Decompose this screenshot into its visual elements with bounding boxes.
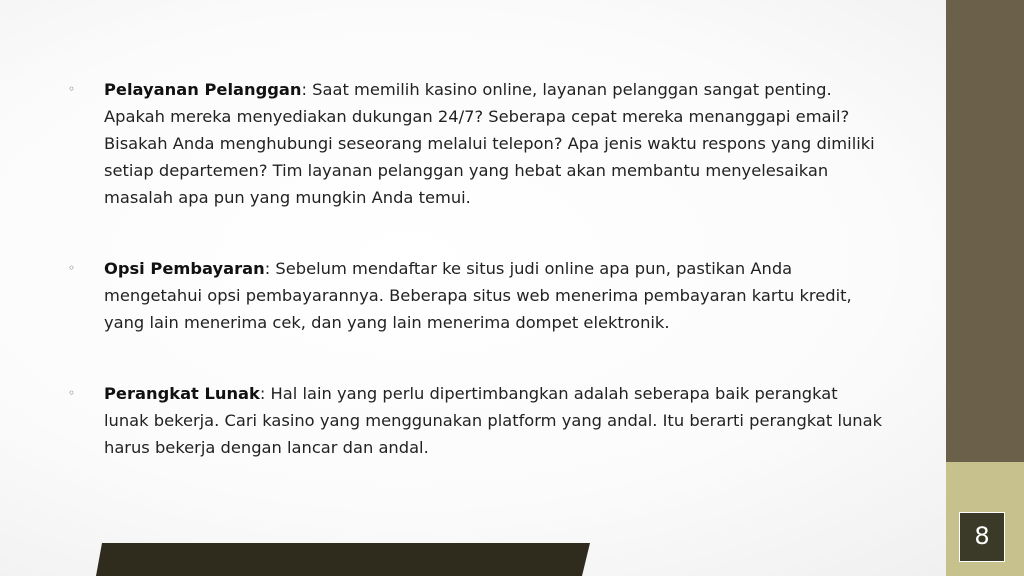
bullet-item-payment-options [66, 255, 886, 336]
bullet-text: : Saat memilih kasino online, layanan pelanggan sangat penting. Apakah mereka menyediakan dukungan 24/7? Seberapa cepat mereka menanggapi email? Bisakah Anda menghubungi seseorang melalui telepon? Apa jenis waktu respons yang dimiliki setiap departemen? Tim layanan pelanggan yang hebat akan membantu menyelesaikan masalah apa pun yang mungkin Anda temui. [104, 80, 875, 207]
bullet-list [66, 76, 886, 461]
bullet-term: Pelayanan Pelanggan [104, 80, 302, 99]
bullet-circle-icon: ◦ [68, 82, 76, 96]
bullet-term: Perangkat Lunak [104, 384, 260, 403]
bullet-item-customer-service [66, 76, 886, 211]
footer-decorative-band [96, 543, 590, 576]
bullet-text: : Sebelum mendaftar ke situs judi online apa pun, pastikan Anda mengetahui opsi pembayarannya. Beberapa situs web menerima pembayaran kartu kredit, yang lain menerima cek, dan yang lain menerima dompet elektronik. [104, 259, 852, 332]
bullet-circle-icon: ◦ [68, 386, 76, 400]
bullet-circle-icon: ◦ [68, 261, 76, 275]
bullet-term: Opsi Pembayaran [104, 259, 265, 278]
page-number: 8 [959, 512, 1005, 562]
bullet-item-software [66, 380, 886, 461]
bullet-text: : Hal lain yang perlu dipertimbangkan adalah seberapa baik perangkat lunak bekerja. Cari kasino yang menggunakan platform yang andal. Itu berarti perangkat lunak harus bekerja dengan lancar dan andal. [104, 384, 883, 457]
